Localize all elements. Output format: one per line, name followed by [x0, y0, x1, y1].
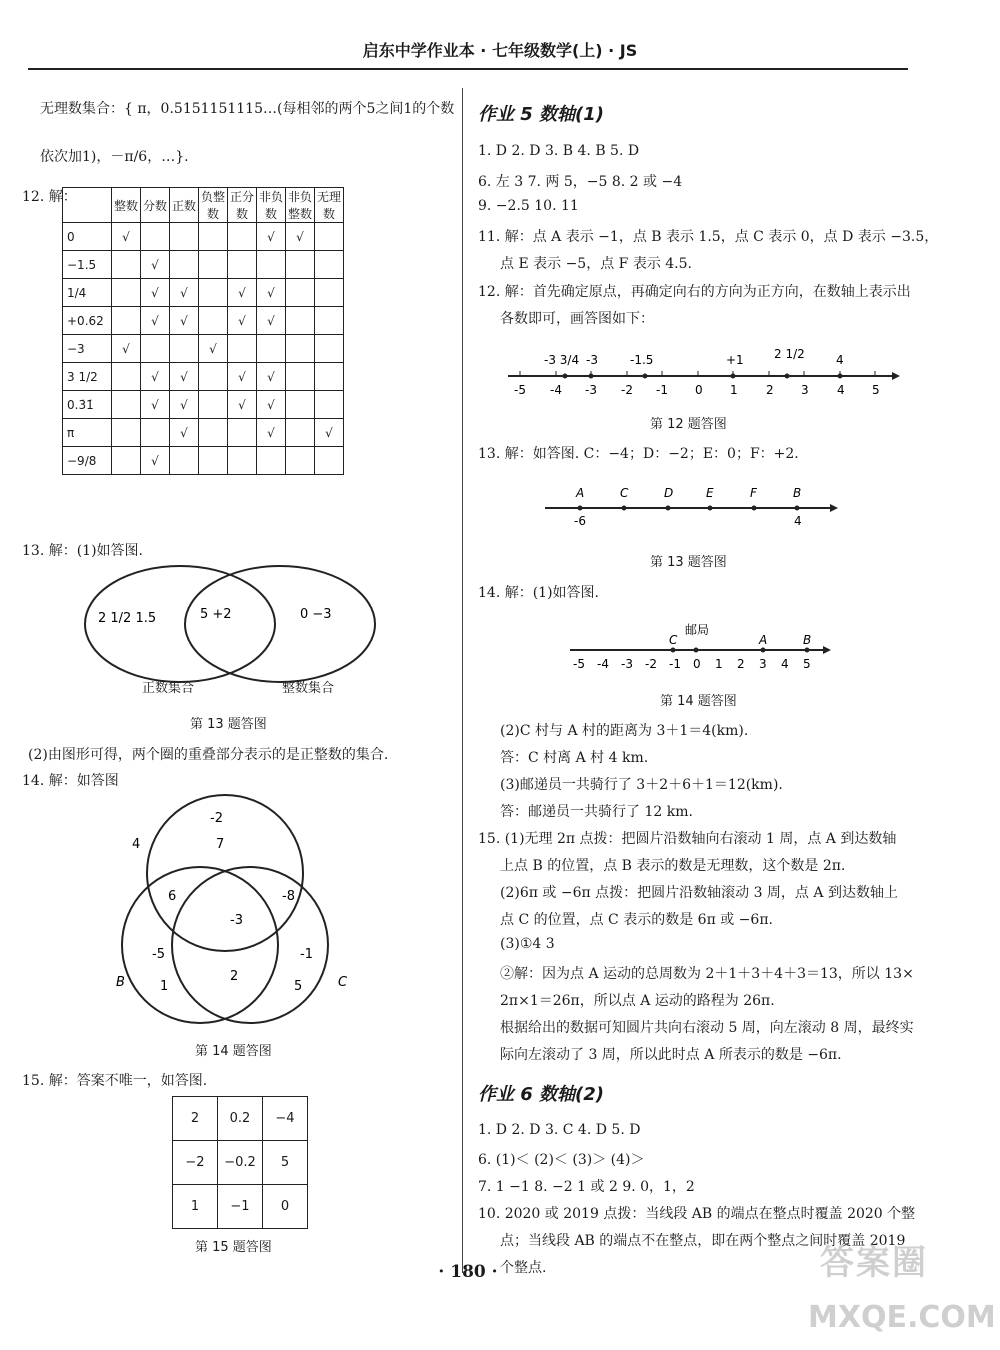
check-cell: √: [141, 363, 170, 391]
check-cell: [199, 279, 228, 307]
grid-cell: −4: [263, 1097, 308, 1141]
check-cell: [199, 223, 228, 251]
check-cell: [112, 363, 141, 391]
check-cell: √: [257, 279, 286, 307]
point-label: E: [706, 486, 714, 500]
q14-label: 14. 解：如答图: [22, 773, 119, 789]
row-number-cell: 0.3̇1̇: [63, 391, 112, 419]
check-cell: √: [286, 223, 315, 251]
watermark-logo: 答案圈: [820, 1243, 928, 1283]
row-number-cell: −1.5: [63, 251, 112, 279]
text-line: 上点 B 的位置，点 B 表示的数是无理数，这个数是 2π.: [500, 858, 846, 874]
check-cell: [286, 419, 315, 447]
text-line: 7. 1 −1 8. −2 1 或 2 9. 0，1，2: [478, 1179, 695, 1195]
check-cell: [315, 447, 344, 475]
grid-cell: −1: [218, 1185, 263, 1229]
q12-caption: 第 12 题答图: [650, 417, 727, 432]
check-cell: √: [199, 335, 228, 363]
venn-number: -2: [210, 811, 223, 826]
q12-number-line: [500, 338, 900, 408]
check-cell: √: [228, 307, 257, 335]
row-number-cell: 3 1/2: [63, 363, 112, 391]
text-line: 1. D 2. D 3. C 4. D 5. D: [478, 1122, 641, 1138]
irrational-set-line-2: 依次加1)，－π/6，…}.: [40, 149, 189, 165]
tick-label: -1: [669, 657, 681, 671]
check-cell: [199, 391, 228, 419]
text-line: ②解：因为点 A 运动的总周数为 2＋1＋3＋4＋3＝13，所以 13×: [500, 966, 914, 982]
table-header-cell: 分数: [141, 188, 170, 223]
text-line: 15. (1)无理 2π 点拨：把圆片沿数轴向右滚动 1 周，点 A 到达数轴: [478, 831, 897, 847]
check-cell: √: [170, 307, 199, 335]
row-number-cell: −3: [63, 335, 112, 363]
grid-row: [173, 1097, 308, 1141]
check-cell: [112, 447, 141, 475]
tick-label: 4: [781, 657, 789, 671]
text-line: 1. D 2. D 3. B 4. B 5. D: [478, 143, 640, 159]
check-cell: [315, 223, 344, 251]
tick-label: -1: [656, 383, 668, 397]
check-cell: [112, 391, 141, 419]
grid-cell: −0.2: [218, 1141, 263, 1185]
point-marker: [795, 506, 800, 511]
point-marker: [731, 374, 736, 379]
circle-label-b: B: [116, 975, 125, 990]
text-line: (2)C 村与 A 村的距离为 3＋1＝4(km).: [500, 723, 749, 739]
text-line: 9. −2.5 10. 11: [478, 198, 579, 214]
check-cell: [199, 447, 228, 475]
check-cell: [257, 251, 286, 279]
check-cell: [286, 363, 315, 391]
q14-number-line: [565, 620, 835, 675]
check-cell: √: [112, 335, 141, 363]
point-marker: [671, 648, 676, 653]
table-header-cell: 整数: [112, 188, 141, 223]
check-cell: √: [257, 419, 286, 447]
tick-label: -2: [621, 383, 633, 397]
grid-cell: −2: [173, 1141, 218, 1185]
check-cell: √: [257, 363, 286, 391]
point-label: 4: [836, 353, 844, 367]
q12-classification-table: [62, 187, 344, 475]
text-line: 6. 左 3 7. 两 5，−5 8. 2 或 −4: [478, 174, 683, 190]
venn-number: 7: [216, 837, 225, 852]
point-value: 4: [794, 514, 802, 528]
page-number: · 180 ·: [438, 1262, 498, 1282]
text-line: 点 C 的位置，点 C 表示的数是 6π 或 −6π.: [500, 912, 773, 928]
point-label: B: [793, 486, 802, 500]
q15-caption: 第 15 题答图: [195, 1240, 272, 1255]
venn-number: 2: [230, 969, 239, 984]
text-line: 2π×1＝26π，所以点 A 运动的路程为 26π.: [500, 993, 775, 1009]
point-marker: [785, 374, 790, 379]
grid-cell: 0.2: [218, 1097, 263, 1141]
venn-number: 5: [294, 979, 303, 994]
tick-label: 5: [872, 383, 880, 397]
point-marker: [578, 506, 583, 511]
check-cell: [112, 307, 141, 335]
venn-number: -5: [152, 947, 165, 962]
q13-part2: (2)由图形可得，两个圈的重叠部分表示的是正整数的集合.: [28, 747, 389, 763]
text-line: 个整点.: [500, 1260, 547, 1276]
point-marker: [708, 506, 713, 511]
row-number-cell: 0: [63, 223, 112, 251]
text-line: 际向左滚动了 3 周，所以此时点 A 所表示的数是 −6π.: [500, 1047, 842, 1063]
q13-label: 13. 解：(1)如答图.: [22, 543, 143, 559]
table-row: [63, 419, 344, 447]
text-line: (3)①4 3: [500, 936, 555, 952]
table-row: [63, 447, 344, 475]
table-header-cell: 正分数: [228, 188, 257, 223]
column-divider: [462, 88, 463, 1273]
text-line: 点 E 表示 −5，点 F 表示 4.5.: [500, 256, 692, 272]
point-label: 邮局: [685, 623, 710, 637]
point-marker: [752, 506, 757, 511]
check-cell: √: [141, 307, 170, 335]
point-label: C: [620, 486, 629, 500]
table-header-row: [63, 188, 344, 223]
point-marker: [622, 506, 627, 511]
check-cell: [228, 251, 257, 279]
check-cell: [112, 419, 141, 447]
table-row: [63, 335, 344, 363]
section-6-title: 作业 6 数轴(2): [478, 1084, 605, 1105]
venn-number: -8: [282, 889, 295, 904]
point-label: A: [576, 486, 585, 500]
q13-number-line: [540, 480, 840, 530]
point-marker: [666, 506, 671, 511]
section-5-title: 作业 5 数轴(1): [478, 104, 605, 125]
point-label: B: [803, 633, 812, 647]
check-cell: [315, 307, 344, 335]
point-value: -6: [574, 514, 586, 528]
tick-label: 0: [695, 383, 703, 397]
point-label: C: [669, 633, 678, 647]
check-cell: √: [170, 363, 199, 391]
tick-label: -3: [621, 657, 633, 671]
venn-middle-numbers: 5 +2: [200, 607, 232, 622]
check-cell: [170, 223, 199, 251]
tick-label: 1: [730, 383, 738, 397]
q15-label: 15. 解：答案不唯一，如答图.: [22, 1073, 208, 1089]
check-cell: [199, 419, 228, 447]
table-row: [63, 251, 344, 279]
tick-label: -2: [645, 657, 657, 671]
q13-venn-diagram: [80, 562, 390, 692]
tick-label: -4: [597, 657, 609, 671]
row-number-cell: −9/8: [63, 447, 112, 475]
grid-row: [173, 1185, 308, 1229]
check-cell: [228, 419, 257, 447]
check-cell: [257, 447, 286, 475]
q12-label: 12. 解：: [22, 189, 77, 205]
venn-number: 4: [132, 837, 141, 852]
tick-label: 1: [715, 657, 723, 671]
q14-caption: 第 14 题答图: [195, 1044, 272, 1059]
check-cell: √: [112, 223, 141, 251]
point-marker: [694, 648, 699, 653]
circle-label-c: C: [338, 975, 348, 990]
point-label: 2 1/2: [774, 347, 805, 361]
check-cell: √: [170, 279, 199, 307]
tick-label: -4: [550, 383, 562, 397]
table-row: [63, 307, 344, 335]
check-cell: [199, 307, 228, 335]
table-header-cell: 无理数: [315, 188, 344, 223]
venn-right-numbers: 0 −3: [300, 607, 332, 622]
q13-caption: 第 13 题答图: [190, 717, 267, 732]
check-cell: [315, 279, 344, 307]
q14-caption-right: 第 14 题答图: [660, 694, 737, 709]
check-cell: √: [141, 391, 170, 419]
point-marker: [589, 374, 594, 379]
table-row: [63, 363, 344, 391]
tick-label: -5: [573, 657, 585, 671]
text-line: (2)6π 或 −6π 点拨：把圆片沿数轴滚动 3 周，点 A 到达数轴上: [500, 885, 898, 901]
check-cell: [141, 335, 170, 363]
check-cell: [286, 391, 315, 419]
check-cell: [112, 279, 141, 307]
grid-cell: 1: [173, 1185, 218, 1229]
venn-number: 6: [168, 889, 177, 904]
check-cell: [315, 391, 344, 419]
tick-label: 0: [693, 657, 701, 671]
check-cell: √: [257, 307, 286, 335]
table-header-cell: 正数: [170, 188, 199, 223]
text-line: (3)邮递员一共骑行了 3＋2＋6＋1＝12(km).: [500, 777, 783, 793]
check-cell: [286, 307, 315, 335]
table-row: [63, 391, 344, 419]
point-marker: [838, 374, 843, 379]
check-cell: √: [141, 447, 170, 475]
text-line: 11. 解：点 A 表示 −1，点 B 表示 1.5，点 C 表示 0，点 D 表示 −3.5，: [478, 229, 939, 245]
q13-answer-line: 13. 解：如答图. C：−4；D：−2；E：0；F：+2.: [478, 446, 799, 462]
grid-row: [173, 1141, 308, 1185]
check-cell: [170, 251, 199, 279]
check-cell: [228, 447, 257, 475]
table-header-cell: [63, 188, 112, 223]
check-cell: [228, 223, 257, 251]
check-cell: √: [257, 223, 286, 251]
text-line: 答：C 村离 A 村 4 km.: [500, 750, 649, 766]
venn-number: 1: [160, 979, 169, 994]
header-rule: [28, 68, 908, 70]
text-line: 答：邮递员一共骑行了 12 km.: [500, 804, 693, 820]
tick-label: -5: [514, 383, 526, 397]
check-cell: [228, 335, 257, 363]
tick-label: 4: [837, 383, 845, 397]
check-cell: [286, 335, 315, 363]
check-cell: [315, 251, 344, 279]
check-cell: [257, 335, 286, 363]
venn-number: -1: [300, 947, 313, 962]
q14-venn-diagram: [100, 790, 380, 1030]
q13-caption-right: 第 13 题答图: [650, 555, 727, 570]
check-cell: √: [228, 279, 257, 307]
text-line: 10. 2020 或 2019 点拨：当线段 AB 的端点在整点时覆盖 2020 个整: [478, 1206, 916, 1222]
check-cell: [112, 251, 141, 279]
check-cell: √: [228, 363, 257, 391]
text-line: 6. (1)＜ (2)＜ (3)＞ (4)＞: [478, 1152, 645, 1168]
text-line: 根据给出的数据可知圆片共向右滚动 5 周，向左滚动 8 周，最终实: [500, 1020, 914, 1036]
check-cell: [315, 335, 344, 363]
point-label: -3: [586, 353, 598, 367]
point-label: A: [759, 633, 768, 647]
check-cell: √: [228, 391, 257, 419]
check-cell: √: [141, 251, 170, 279]
page-header: 启东中学作业本 · 七年级数学(上) · JS: [362, 41, 638, 60]
watermark-url: MXQE.COM: [808, 1300, 996, 1335]
check-cell: [170, 335, 199, 363]
grid-cell: 2: [173, 1097, 218, 1141]
check-cell: [141, 223, 170, 251]
check-cell: [141, 419, 170, 447]
row-number-cell: π: [63, 419, 112, 447]
check-cell: √: [141, 279, 170, 307]
grid-cell: 5: [263, 1141, 308, 1185]
row-number-cell: 1/4: [63, 279, 112, 307]
point-label: -1.5: [630, 353, 654, 367]
check-cell: [315, 363, 344, 391]
point-label: D: [664, 486, 674, 500]
grid-cell: 0: [263, 1185, 308, 1229]
text-line: 各数即可，画答图如下：: [500, 311, 654, 327]
table-row: [63, 279, 344, 307]
irrational-set-line-1: 无理数集合：{ π，0.5151151115…(每相邻的两个5之间1的个数: [40, 101, 455, 117]
text-line: 12. 解：首先确定原点，再确定向右的方向为正方向，在数轴上表示出: [478, 284, 911, 300]
check-cell: [199, 363, 228, 391]
table-header-cell: 非负整数: [286, 188, 315, 223]
tick-label: 3: [759, 657, 767, 671]
tick-label: 2: [737, 657, 745, 671]
check-cell: [286, 447, 315, 475]
table-header-cell: 非负数: [257, 188, 286, 223]
check-cell: √: [170, 391, 199, 419]
q15-magic-grid: [172, 1096, 308, 1229]
point-label: +1: [726, 353, 744, 367]
tick-label: 2: [766, 383, 774, 397]
table-row: [63, 223, 344, 251]
venn-left-numbers: 2 1/2 1.5: [98, 611, 157, 626]
venn-right-set-label: 整数集合: [282, 681, 335, 696]
point-label: -3 3/4: [544, 353, 580, 367]
check-cell: [199, 251, 228, 279]
table-header-cell: 负整数: [199, 188, 228, 223]
tick-label: 5: [803, 657, 811, 671]
tick-label: -3: [585, 383, 597, 397]
point-marker: [805, 648, 810, 653]
tick-label: 3: [801, 383, 809, 397]
row-number-cell: +0.62: [63, 307, 112, 335]
point-marker: [563, 374, 568, 379]
point-marker: [761, 648, 766, 653]
point-marker: [643, 374, 648, 379]
check-cell: √: [315, 419, 344, 447]
check-cell: [286, 279, 315, 307]
venn-number: -3: [230, 913, 243, 928]
point-label: F: [750, 486, 757, 500]
check-cell: [286, 251, 315, 279]
q14-answer-line: 14. 解：(1)如答图.: [478, 585, 599, 601]
venn-left-set-label: 正数集合: [142, 681, 195, 696]
text-line: 点；当线段 AB 的端点不在整点，即在两个整点之间时覆盖 2019: [500, 1233, 906, 1249]
check-cell: [170, 447, 199, 475]
check-cell: √: [257, 391, 286, 419]
check-cell: √: [170, 419, 199, 447]
